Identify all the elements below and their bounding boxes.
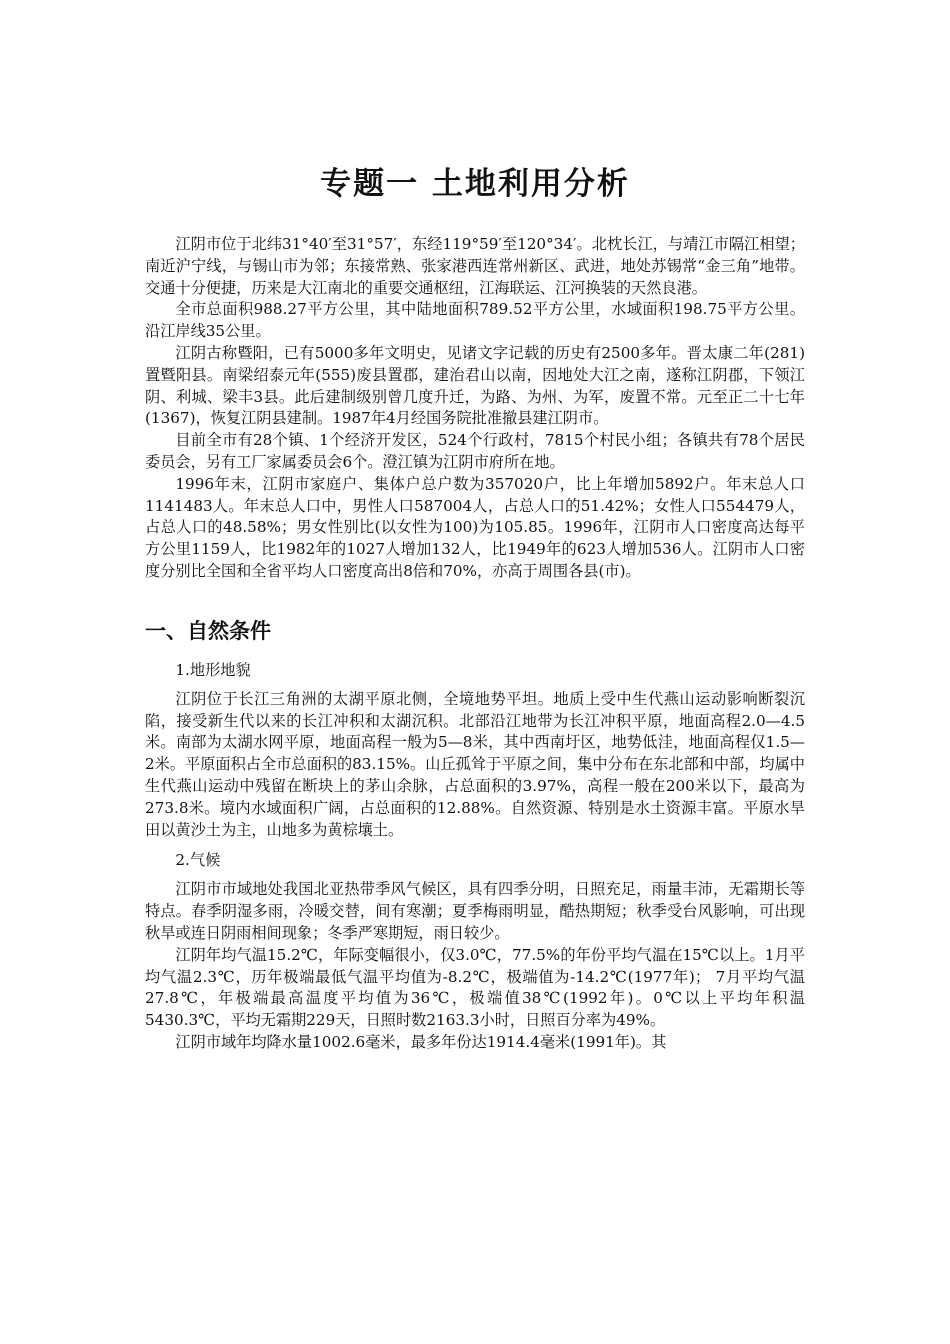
- intro-paragraph-population: 1996年末，江阴市家庭户、集体户总户数为357020户，比上年增加5892户。年末总人口1141483人。年末总人口中，男性人口587004人，占总人口的51.42%；女性人口554479人，占总人口的48.58%；男女性别比(以女性为100)为105.85。1996年，江阴市人口密度高达每平方公里1159人，比1982年的1027人增加132人，比1949年的623人增加536人。江阴市人口密度分别比全国和全省平均人口密度高出8倍和70%，亦高于周围各县(市)。: [145, 474, 805, 580]
- subheading-landform: 1.地形地貌: [175, 660, 251, 679]
- document-body: [145, 234, 805, 1054]
- intro-paragraph-location: 江阴市位于北纬31°40′至31°57′，东经119°59′至120°34′。北枕长江，与靖江市隔江相望；南近沪宁线，与锡山市为邻；东接常熟、张家港西连常州新区、武进，地处苏锡常“金三角”地带。交通十分便捷，历来是大江南北的重要交通枢纽，江海联运、江河换装的天然良港。: [145, 235, 805, 297]
- page-title: 专题一 土地利用分析: [320, 166, 630, 202]
- paragraph-landform: 江阴位于长江三角洲的太湖平原北侧，全境地势平坦。地质上受中生代燕山运动影响断裂沉陷，接受新生代以来的长江冲积和太湖沉积。北部沿江地带为长江冲积平原，地面高程2.0—4.5米。南部为太湖水网平原，地面高程一般为5—8米，其中西南圩区，地势低洼，地面高程仅1.5—2米。平原面积占全市总面积的83.15%。山丘孤耸于平原之间，集中分布在东北部和中部，均属中生代燕山运动中残留在断块上的茅山余脉，占总面积的3.97%，高程一般在200米以下，最高为273.8米。境内水域面积广阔，占总面积的12.88%。自然资源、特别是水土资源丰富。平原水旱田以黄沙土为主，山地多为黄棕壤土。: [145, 689, 805, 839]
- paragraph-climate-overview: 江阴市市域地处我国北亚热带季风气候区，具有四季分明，日照充足，雨量丰沛，无霜期长等特点。春季阴湿多雨，冷暖交替，间有寒潮；夏季梅雨明显，酷热期短；秋季受台风影响，可出现秋旱或连日阴雨相间现象；冬季严寒期短，雨日较少。: [145, 880, 805, 942]
- intro-paragraph-area: 全市总面积988.27平方公里，其中陆地面积789.52平方公里，水域面积198.75平方公里。沿江岸线35公里。: [145, 300, 805, 341]
- section-heading-natural-conditions: 一、自然条件: [145, 618, 271, 643]
- paragraph-climate-precipitation: 江阴市域年均降水量1002.6毫米，最多年份达1914.4毫米(1991年)。其: [175, 1032, 667, 1051]
- intro-paragraph-history: 江阴古称暨阳，已有5000多年文明史，见诸文字记载的历史有2500多年。晋太康二年(281)置暨阳县。南梁绍泰元年(555)废县置郡，建治君山以南，因地处大江之南，遂称江阴郡，下领江阴、利城、梁丰3县。此后建制级别曾几度升迁，为路、为州、为军，废置不常。元至正二十七年(1367)，恢复江阴县建制。1987年4月经国务院批准撤县建江阴市。: [145, 343, 805, 428]
- intro-paragraph-administration: 目前全市有28个镇、1个经济开发区，524个行政村，7815个村民小组；各镇共有78个居民委员会，另有工厂家属委员会6个。澄江镇为江阴市府所在地。: [145, 431, 805, 471]
- paragraph-climate-temperature: 江阴年均气温15.2℃，年际变幅很小，仅3.0℃，77.5%的年份平均气温在15℃以上。1月平均气温2.3℃，历年极端最低气温平均值为-8.2℃，极端值为-14.2℃(1977年)； 7月平均气温27.8℃，年极端最高温度平均值为36℃，极端值38℃(1992年)。0℃以上平均年积温5430.3℃，平均无霜期229天，日照时数2163.3小时，日照百分率为49%。: [145, 945, 805, 1030]
- subheading-climate: 2.气候: [175, 851, 221, 870]
